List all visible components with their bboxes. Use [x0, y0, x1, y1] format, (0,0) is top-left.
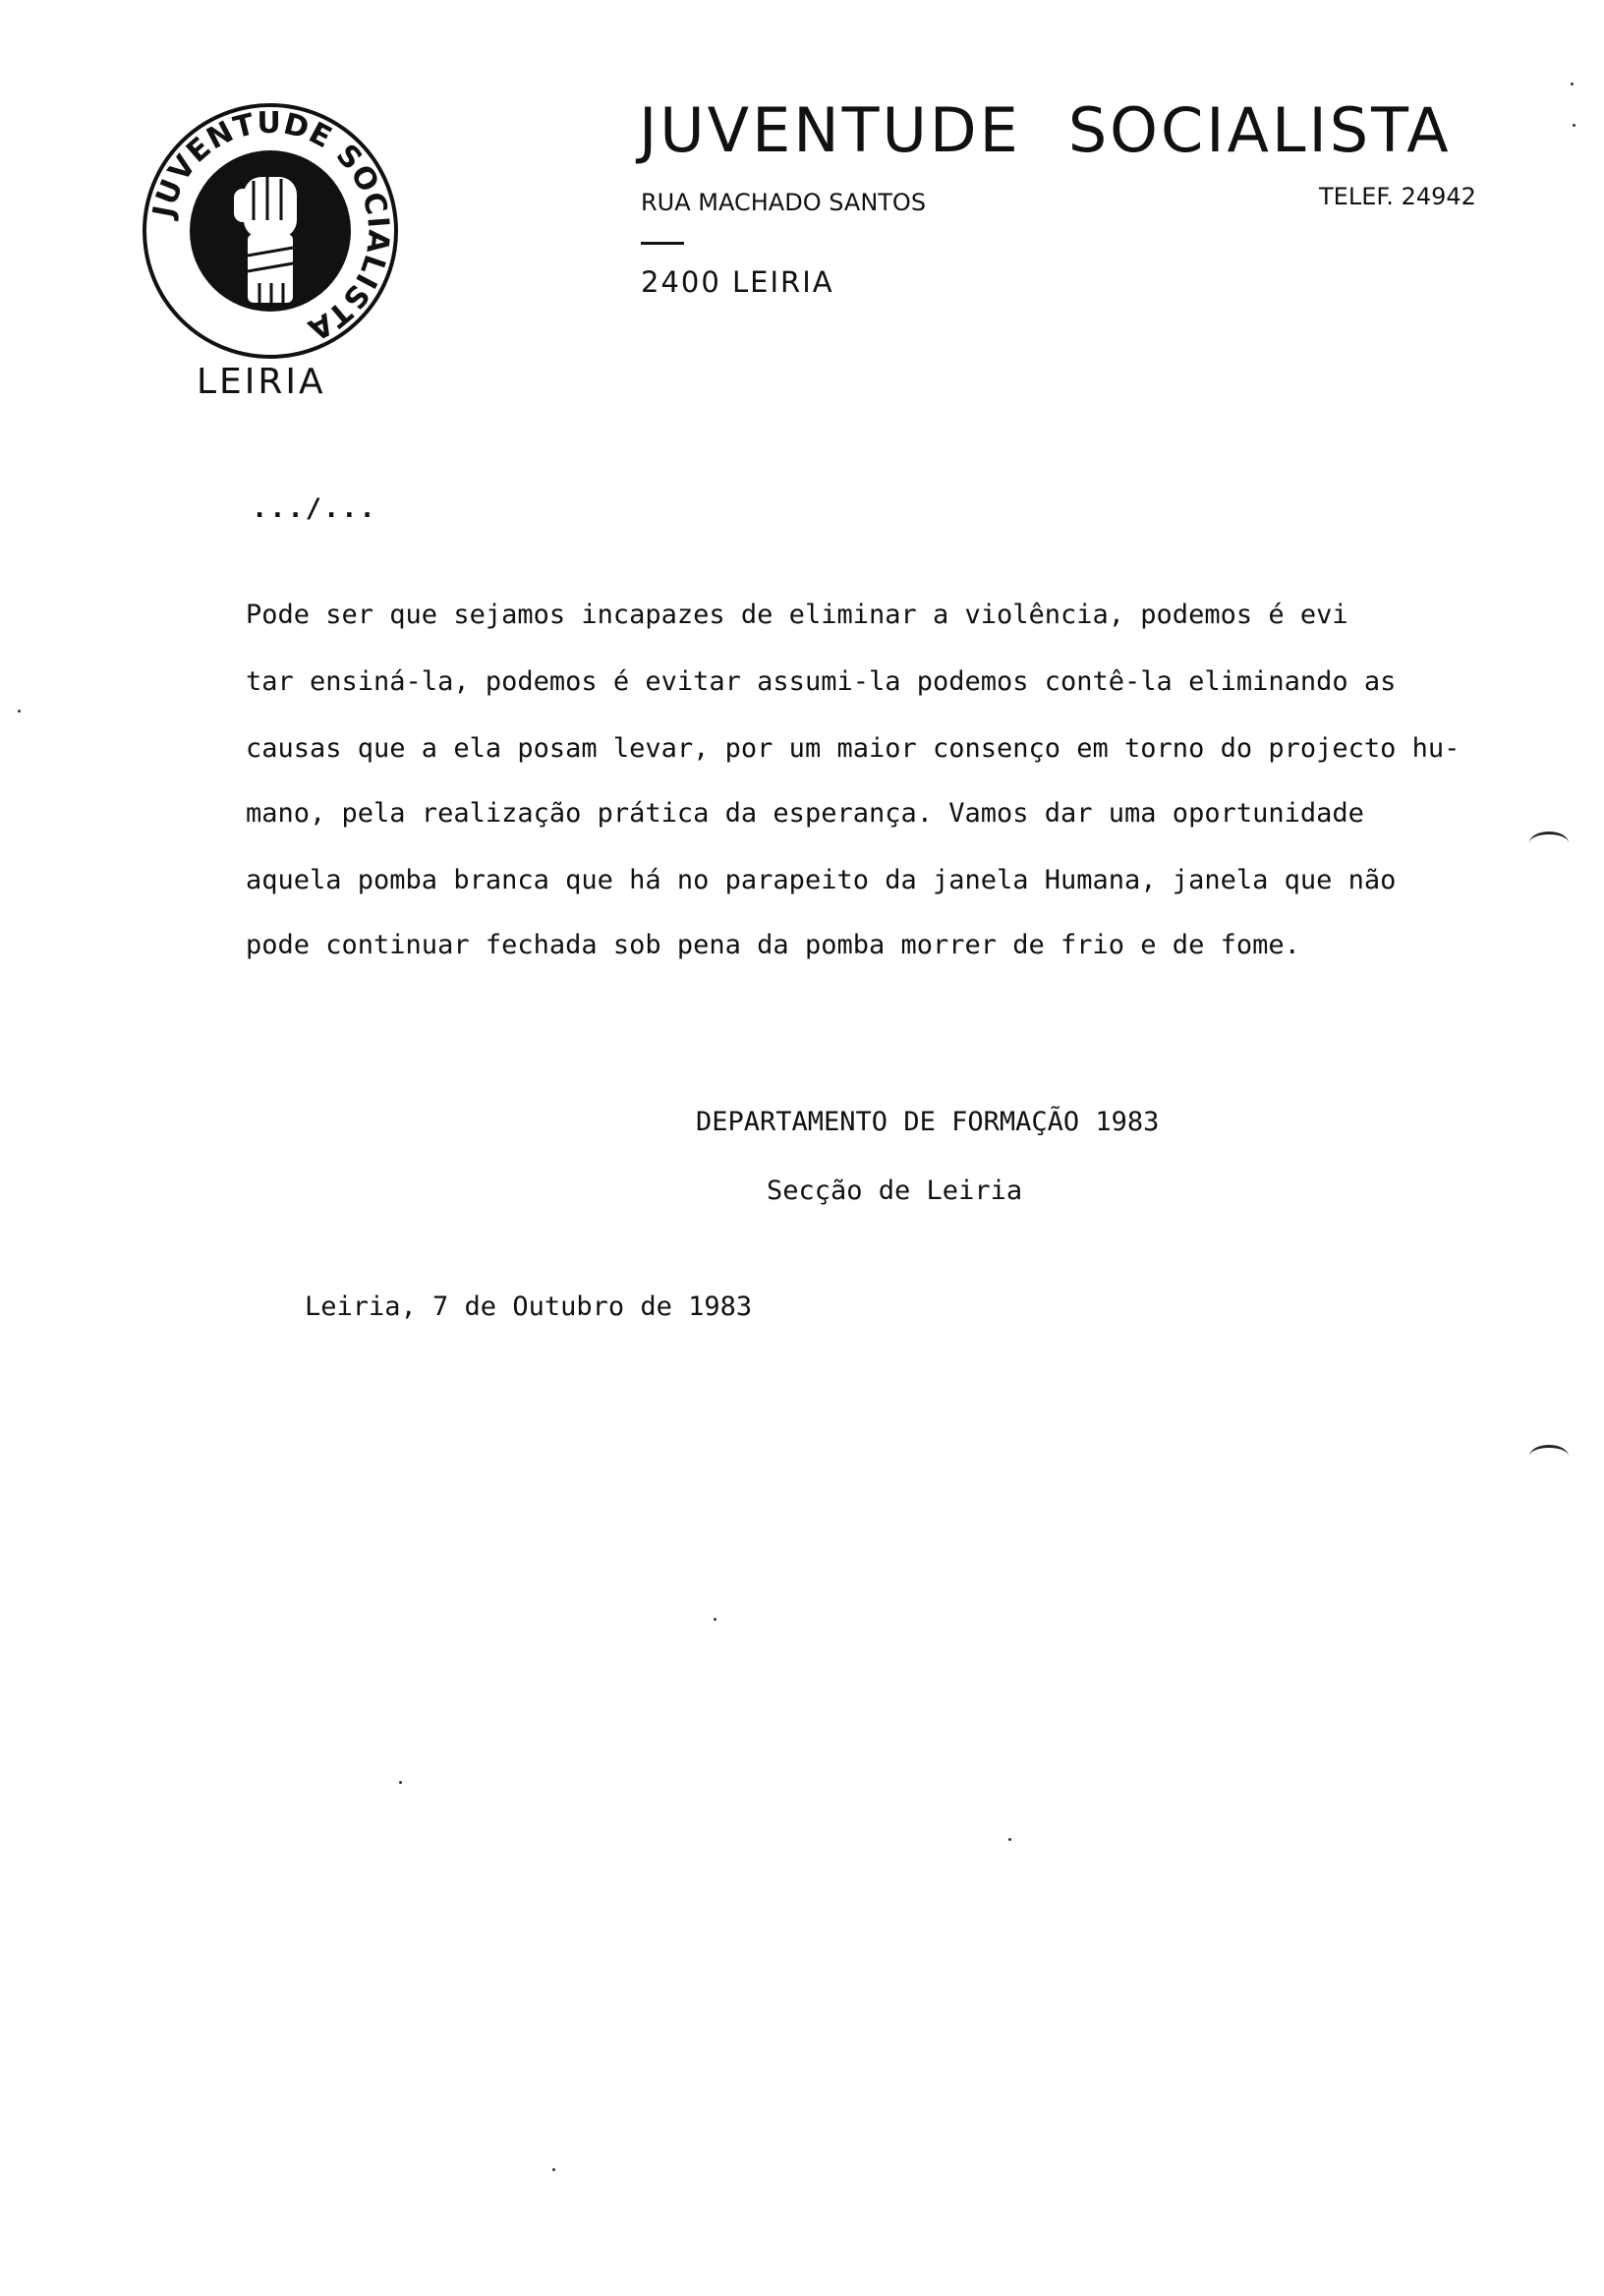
scan-mark — [1529, 832, 1569, 854]
section-signature: Secção de Leiria — [767, 1176, 1023, 1206]
paragraph-line: Pode ser que sejamos incapazes de eliminar a violência, podemos é evi — [246, 600, 1348, 630]
department-signature: DEPARTAMENTO DE FORMAÇÃO 1983 — [696, 1107, 1160, 1137]
phone-number: TELEF. 24942 — [1319, 183, 1476, 210]
scan-speck — [1008, 1838, 1011, 1841]
logo-city-label: LEIRIA — [197, 362, 326, 402]
paragraph-line: aquela pomba branca que há no parapeito da janela Humana, janela que não — [246, 865, 1397, 895]
postal-code-city: 2400 LEIRIA — [641, 265, 834, 299]
scan-speck — [18, 710, 21, 713]
fist-logo-icon — [138, 98, 403, 364]
title-word-2: SOCIALISTA — [1067, 94, 1452, 166]
continuation-mark: .../... — [252, 493, 377, 524]
paragraph-line: causas que a ela posam levar, por um maior consenço em torno do projecto hu- — [246, 733, 1461, 764]
scan-speck — [714, 1618, 716, 1621]
logo-ring-text: JUVENTUDE SOCIALISTA — [146, 105, 396, 348]
scan-mark — [1529, 1445, 1569, 1467]
title-word-1: JUVENTUDE — [639, 94, 1021, 166]
paragraph-line: tar ensiná-la, podemos é evitar assumi-la podemos contê-la eliminando as — [246, 666, 1397, 697]
scan-speck — [399, 1781, 402, 1784]
paragraph-line: mano, pela realização prática da esperança. Vamos dar uma oportunidade — [246, 798, 1364, 829]
scan-speck — [552, 2168, 555, 2171]
paragraph-line: pode continuar fechada sob pena da pomba morrer de frio e de fome. — [246, 930, 1300, 960]
address-divider — [641, 242, 684, 245]
scan-speck — [1573, 124, 1575, 127]
date-line: Leiria, 7 de Outubro de 1983 — [305, 1292, 753, 1322]
street-address: RUA MACHADO SANTOS — [641, 189, 927, 216]
scan-speck — [1571, 83, 1574, 86]
organization-title — [639, 94, 1452, 166]
